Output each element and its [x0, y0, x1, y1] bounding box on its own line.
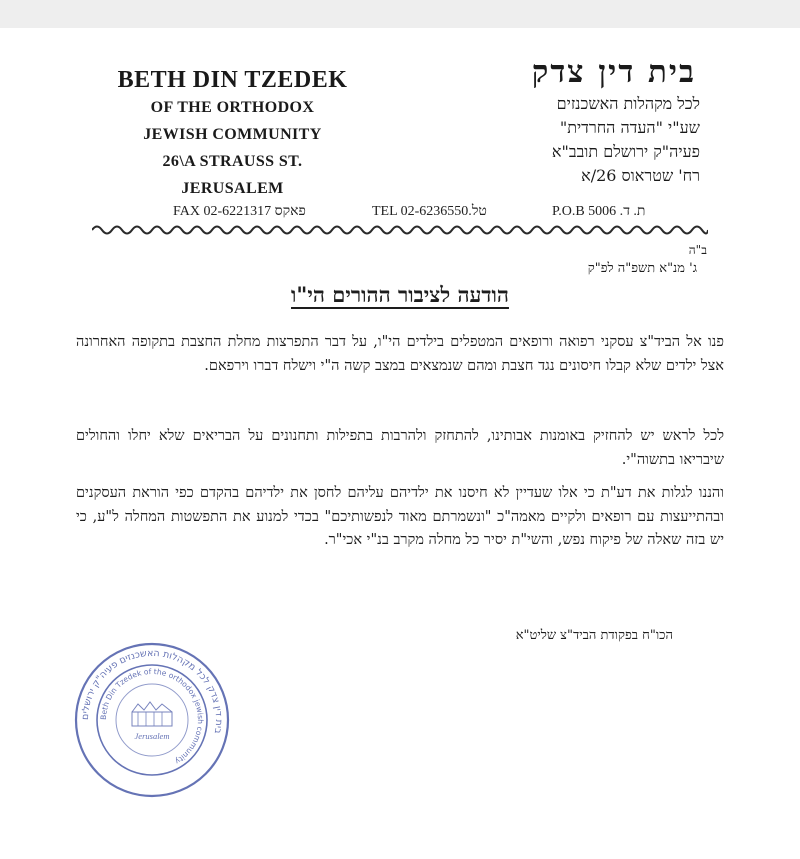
- hebrew-letterhead: [390, 52, 700, 188]
- signature-line: הכו"ח בפקודת הביד"צ שליט"א: [515, 628, 673, 643]
- document-title: הודעה לציבור ההורים הי"ו: [291, 282, 509, 307]
- hebrew-address: רח' שטראוס 26/א: [581, 166, 700, 185]
- fax-number: FAX 02-6221317 פאקס: [173, 204, 306, 219]
- bh-mark: ב"ה: [688, 243, 707, 257]
- english-address: 26\A STRAUSS ST.: [162, 153, 303, 170]
- stamp-outer-text: בית דין צדק לכל מקהלות האשכנזים פעיה"ק ירושלים: [79, 647, 225, 735]
- hebrew-org-line4: פעיה"ק ירושלם תובב"א: [551, 142, 700, 161]
- stamp-emblem: [132, 702, 172, 726]
- hebrew-org-name: בית דין צדק: [531, 54, 696, 90]
- svg-text:Beth Din Tzedek of the orthodo: [99, 667, 205, 766]
- top-bar: [0, 0, 800, 28]
- contact-line: [0, 204, 800, 224]
- english-letterhead: [100, 66, 365, 202]
- paragraph-1: פנו אל הביד"צ עסקני רפואה ורופאים המטפלים בילדים הי"ו, על דבר התפרצות מחלת החצבת בתקופה האחרונה אצל ילדים שלא קבלו חיסונים נגד חצבת ומהם שנמצאים במצב קשה ה"י וישלח דברו וירפאם.: [76, 334, 724, 374]
- english-org-line3: JEWISH COMMUNITY: [143, 126, 322, 143]
- court-stamp: [72, 640, 232, 800]
- pob-number: P.O.B 5006 .ת. ד: [552, 204, 646, 219]
- document-date: ג' מנ"א תשפ"ה לפ"ק: [587, 261, 697, 276]
- stamp-inner-text: Beth Din Tzedek of the orthodox jewish community: [98, 666, 206, 767]
- stamp-center-text: Jerusalem: [134, 731, 170, 741]
- english-org-name: BETH DIN TZEDEK: [117, 67, 348, 93]
- hebrew-org-line3: שע"י "העדה החרדית": [559, 118, 700, 137]
- english-org-line2: OF THE ORTHODOX: [150, 99, 315, 116]
- hebrew-org-line2: לכל מקהלות האשכנזים: [556, 94, 700, 113]
- english-city: JERUSALEM: [181, 180, 284, 197]
- tel-number: TEL 02-6236550.טל: [372, 204, 487, 219]
- paragraph-2: לכל לראש יש להחזיק באומנות אבותינו, להתחזק ולהרבות בתפילות ותחנונים על הבריאים שלא יחלו והחולים שיבריאו בתשוה"י.: [76, 428, 724, 468]
- paragraph-3: והננו לגלות את דע"ת כי אלו שעדיין לא חיסנו את ילדיהם עליהם לחסן את ילדיהם בהקדם כפי הוראת העסקנים ובהתייעצות עם רופאים ולקיים מאמה"כ "ונשמרתם מאוד לנפשותיכם" בכדי למנוע את התפשטות המחלה ל"ע, כי יש בזה שאלה של פיקוח נפש, והשי"ת יסיר כל מחלה מקרב בנ"י אכי"ר.: [76, 485, 724, 548]
- wavy-divider: [92, 222, 708, 238]
